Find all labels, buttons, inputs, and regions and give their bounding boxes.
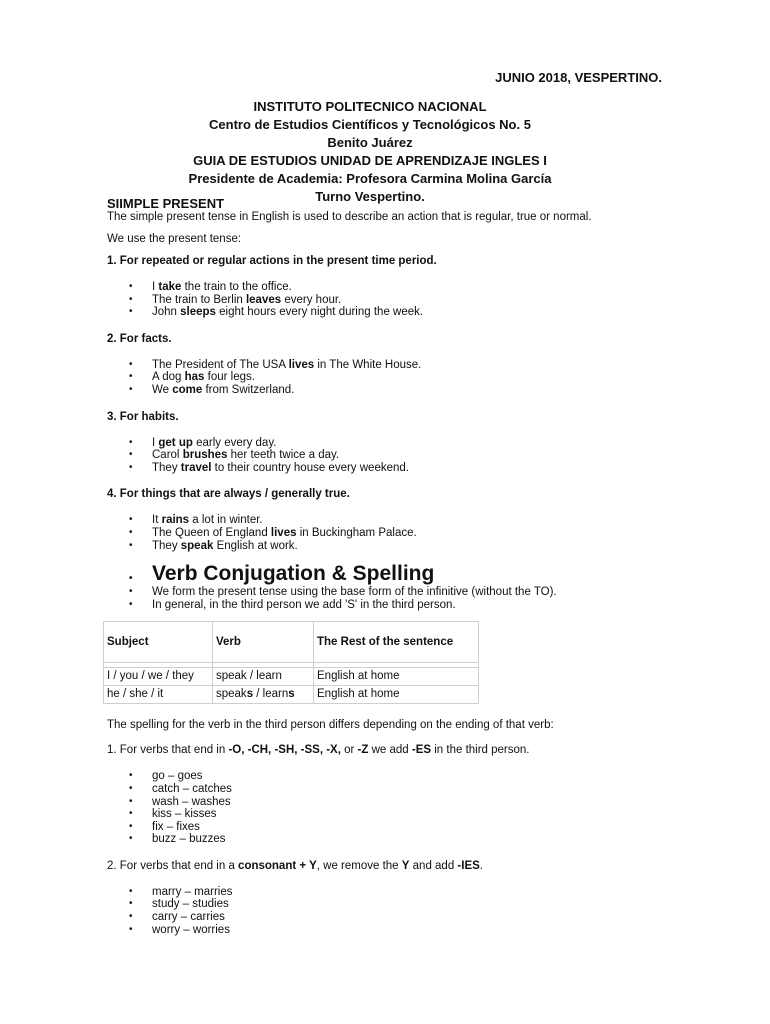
spelling-intro: The spelling for the verb in the third person differs depending on the ending of that verb:: [107, 719, 554, 732]
example-list: [107, 281, 647, 319]
conjugation-list: [107, 560, 647, 611]
table-row: [104, 668, 479, 686]
verb-list: [107, 886, 647, 936]
date-line: JUNIO 2018, VESPERTINO.: [495, 70, 662, 85]
list-item: • kiss – kisses: [107, 808, 647, 821]
list-item: • We form the present tense using the base form of the infinitive (without the TO).: [107, 586, 647, 599]
column-header: Subject: [104, 622, 213, 663]
document-header: [0, 98, 770, 206]
list-item: • The President of The USA lives in The White House.: [107, 359, 647, 372]
intro-paragraph: The simple present tense in English is used to describe an action that is regular, true or normal.: [107, 211, 592, 223]
table-cell: English at home: [314, 686, 479, 704]
rule-heading: 1. For verbs that end in -O, -CH, -SH, -SS, -X, or -Z we add -ES in the third person.: [107, 744, 530, 757]
list-item: • We come from Switzerland.: [107, 384, 647, 397]
list-item: • wash – washes: [107, 796, 647, 809]
list-item: • The Queen of England lives in Buckingham Palace.: [107, 527, 647, 540]
table-cell: he / she / it: [104, 686, 213, 704]
list-item: • Carol brushes her teeth twice a day.: [107, 449, 647, 462]
list-item: • In general, in the third person we add 'S' in the third person.: [107, 599, 647, 612]
list-item: • A dog has four legs.: [107, 371, 647, 384]
list-item: • They speak English at work.: [107, 540, 647, 553]
header-line: Benito Juárez: [327, 135, 413, 150]
conjugation-table: [103, 621, 479, 704]
list-item: • fix – fixes: [107, 821, 647, 834]
list-item: • go – goes: [107, 770, 647, 783]
list-item: • It rains a lot in winter.: [107, 514, 647, 527]
use-intro: We use the present tense:: [107, 233, 242, 245]
rule-heading: 2. For verbs that end in a consonant + Y, we remove the Y and add -IES.: [107, 859, 483, 872]
list-item: • buzz – buzzes: [107, 833, 647, 846]
header-line: GUIA DE ESTUDIOS UNIDAD DE APRENDIZAJE INGLES I: [193, 153, 547, 168]
list-item: • carry – carries: [107, 911, 647, 924]
example-list: [107, 514, 647, 552]
document-body: [107, 197, 647, 936]
header-line: Presidente de Academia: Profesora Carmina Molina García: [188, 171, 552, 186]
example-list: [107, 437, 647, 475]
table-cell: speak / learn: [213, 668, 314, 686]
table-cell: I / you / we / they: [104, 668, 213, 686]
section-heading: 4. For things that are always / generally true.: [107, 488, 350, 501]
section-heading: 3. For habits.: [107, 410, 179, 423]
list-item: • worry – worries: [107, 924, 647, 937]
list-item: • The train to Berlin leaves every hour.: [107, 294, 647, 307]
table-header-row: [104, 622, 479, 663]
column-header: Verb: [213, 622, 314, 663]
header-line: Centro de Estudios Científicos y Tecnológicos No. 5: [209, 117, 531, 132]
header-line: Turno Vespertino.: [315, 189, 425, 204]
conjugation-title: • Verb Conjugation & Spelling: [107, 560, 647, 586]
table-cell: speaks / learns: [213, 686, 314, 704]
example-list: [107, 359, 647, 397]
table-row: [104, 686, 479, 704]
list-item: • study – studies: [107, 898, 647, 911]
section-heading: 2. For facts.: [107, 332, 172, 345]
list-item: • They travel to their country house every weekend.: [107, 462, 647, 475]
list-item: • marry – marries: [107, 886, 647, 899]
verb-list: [107, 770, 647, 846]
list-item: • I get up early every day.: [107, 437, 647, 450]
section-heading: 1. For repeated or regular actions in the present time period.: [107, 255, 437, 267]
list-item: • I take the train to the office.: [107, 281, 647, 294]
list-item: • catch – catches: [107, 783, 647, 796]
header-line: INSTITUTO POLITECNICO NACIONAL: [253, 99, 487, 114]
table-cell: English at home: [314, 668, 479, 686]
section-title: SIIMPLE PRESENT: [107, 196, 225, 211]
column-header: The Rest of the sentence: [314, 622, 479, 663]
list-item: • John sleeps eight hours every night during the week.: [107, 306, 647, 319]
